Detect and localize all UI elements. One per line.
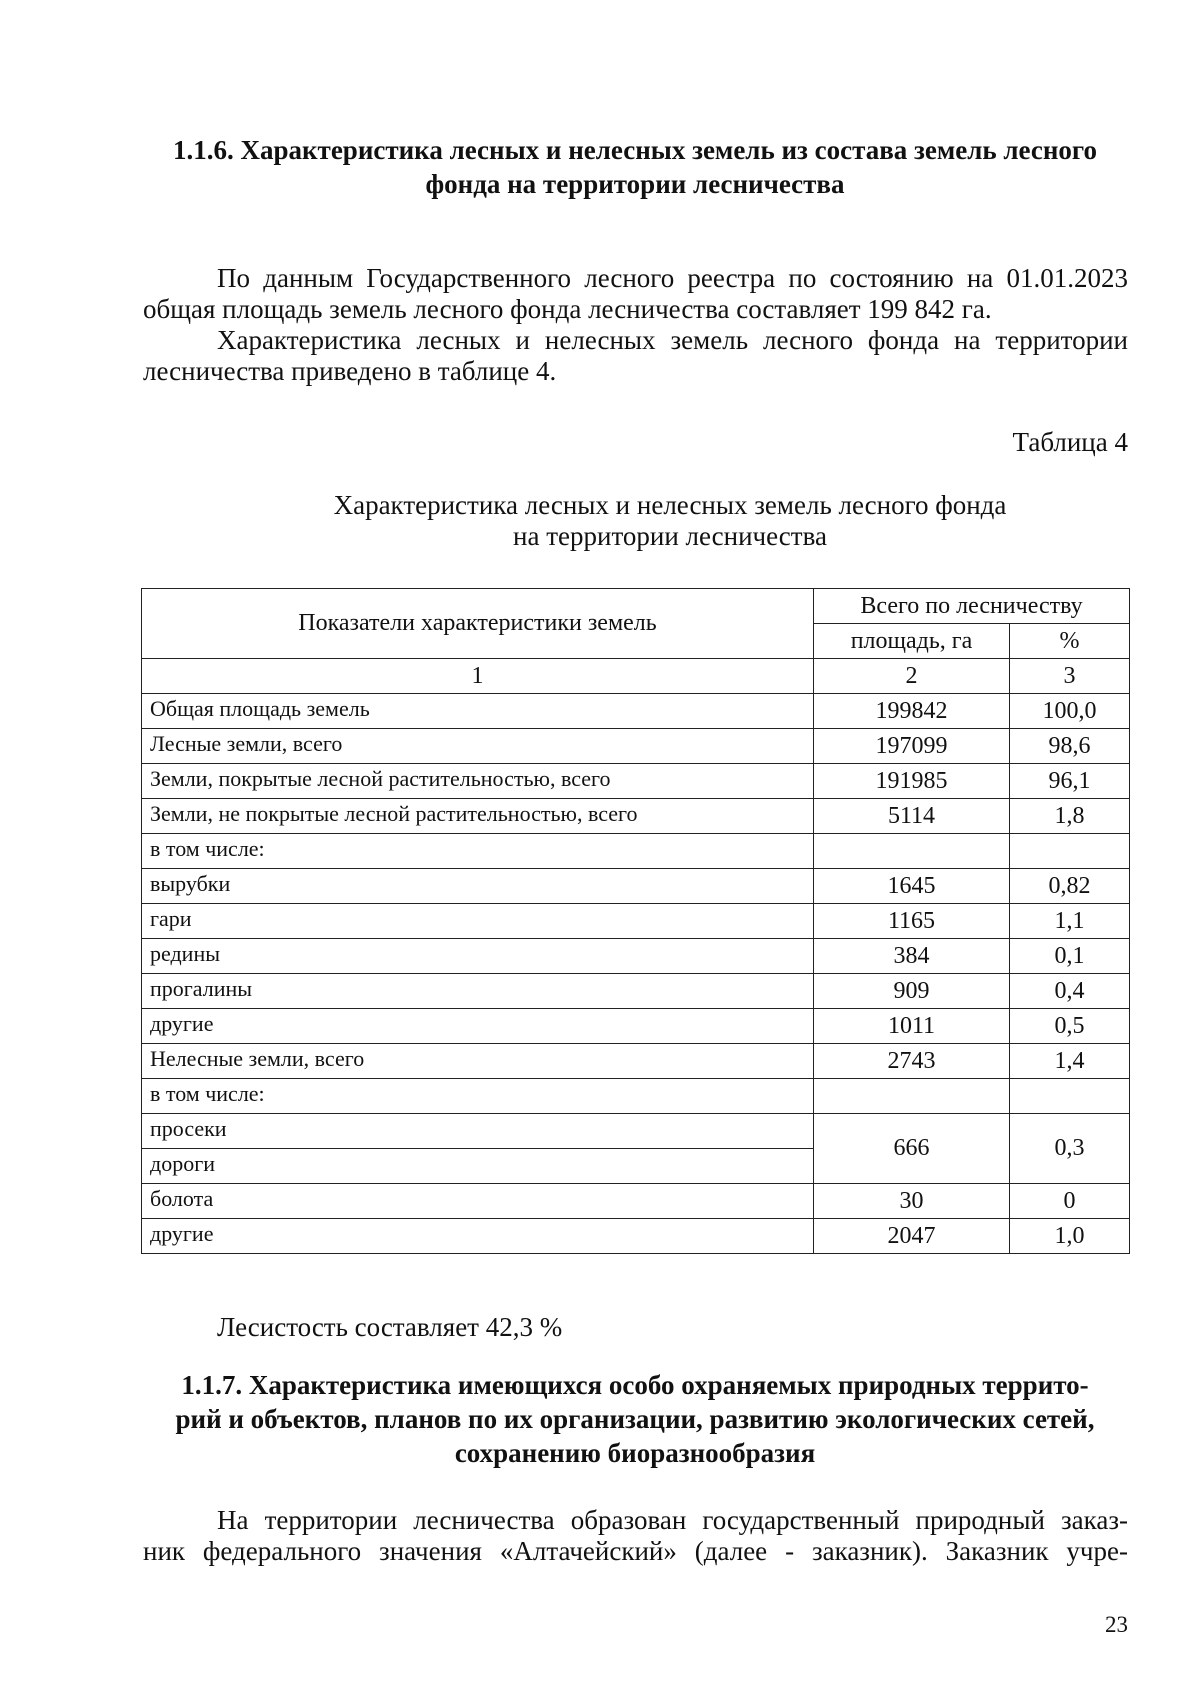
header-group: Всего по лесничеству xyxy=(814,589,1130,624)
forest-cover-text: Лесистость составляет 42,3 % xyxy=(217,1312,563,1342)
row-percent: 0,4 xyxy=(1010,974,1130,1009)
text-line: Характеристика лесных и нелесных земель лесного фонда на территории xyxy=(217,325,1128,355)
table-body xyxy=(142,694,1130,1254)
header-indicator: Показатели характеристики земель xyxy=(142,589,814,659)
row-percent: 1,8 xyxy=(1010,799,1130,834)
heading-line: сохранению биоразнообразия xyxy=(454,1438,816,1468)
row-area: 666 xyxy=(814,1114,1010,1184)
text-line: ник федерального значения «Алтачейский» (далее - заказник). Заказник учре- xyxy=(143,1536,1128,1566)
page-number: 23 xyxy=(1105,1612,1128,1637)
table-row xyxy=(142,1079,1130,1114)
row-area: 197099 xyxy=(814,729,1010,764)
header-area: площадь, га xyxy=(814,624,1010,659)
row-percent: 98,6 xyxy=(1010,729,1130,764)
table-row xyxy=(142,939,1130,974)
row-label: болота xyxy=(142,1184,814,1219)
row-area: 2047 xyxy=(814,1219,1010,1254)
text-line: По данным Государственного лесного реестра по состоянию на 01.01.2023 xyxy=(217,263,1128,293)
row-label: гари xyxy=(142,904,814,939)
column-number: 2 xyxy=(814,659,1010,694)
row-percent: 1,0 xyxy=(1010,1219,1130,1254)
row-percent: 100,0 xyxy=(1010,694,1130,729)
reserve-paragraph xyxy=(143,1505,1128,1567)
section-heading-1-1-6 xyxy=(140,133,1130,201)
row-label: Земли, покрытые лесной растительностью, всего xyxy=(142,764,814,799)
table-row xyxy=(142,869,1130,904)
column-number: 1 xyxy=(142,659,814,694)
row-percent: 96,1 xyxy=(1010,764,1130,799)
section-heading-1-1-7 xyxy=(140,1368,1130,1470)
table-row xyxy=(142,729,1130,764)
table-caption xyxy=(240,490,1100,552)
land-characteristics-table xyxy=(141,588,1130,1254)
row-percent: 0,82 xyxy=(1010,869,1130,904)
row-percent: 0,3 xyxy=(1010,1114,1130,1184)
caption-line: Характеристика лесных и нелесных земель лесного фонда xyxy=(333,490,1007,520)
row-area: 5114 xyxy=(814,799,1010,834)
row-area: 1165 xyxy=(814,904,1010,939)
table-row xyxy=(142,1009,1130,1044)
row-percent: 0 xyxy=(1010,1184,1130,1219)
text-line: На территории лесничества образован государственный природный заказ- xyxy=(217,1505,1128,1535)
row-percent xyxy=(1010,1079,1130,1114)
text-line: лесничества приведено в таблице 4. xyxy=(143,356,557,386)
caption-line: на территории лесничества xyxy=(513,521,827,551)
table-row xyxy=(142,904,1130,939)
table-row xyxy=(142,764,1130,799)
row-label: прогалины xyxy=(142,974,814,1009)
table-row xyxy=(142,1184,1130,1219)
row-label: другие xyxy=(142,1219,814,1254)
intro-paragraph xyxy=(143,263,1128,387)
row-label: в том числе: xyxy=(142,834,814,869)
row-label: Лесные земли, всего xyxy=(142,729,814,764)
row-label: Нелесные земли, всего xyxy=(142,1044,814,1079)
row-percent: 1,4 xyxy=(1010,1044,1130,1079)
heading-line: фонда на территории лесничества xyxy=(425,169,845,199)
row-area: 2743 xyxy=(814,1044,1010,1079)
row-label: в том числе: xyxy=(142,1079,814,1114)
heading-line: 1.1.7. Характеристика имеющихся особо охраняемых природных террито- xyxy=(181,1370,1089,1400)
row-label: Земли, не покрытые лесной растительностью, всего xyxy=(142,799,814,834)
row-percent: 1,1 xyxy=(1010,904,1130,939)
row-area xyxy=(814,1079,1010,1114)
row-area: 30 xyxy=(814,1184,1010,1219)
row-area: 1645 xyxy=(814,869,1010,904)
table-row xyxy=(142,834,1130,869)
column-number-row xyxy=(142,659,1130,694)
table-row xyxy=(142,1219,1130,1254)
row-percent: 0,1 xyxy=(1010,939,1130,974)
row-label: редины xyxy=(142,939,814,974)
table-row xyxy=(142,694,1130,729)
row-area xyxy=(814,834,1010,869)
table-row xyxy=(142,799,1130,834)
row-label: вырубки xyxy=(142,869,814,904)
row-percent: 0,5 xyxy=(1010,1009,1130,1044)
row-area: 191985 xyxy=(814,764,1010,799)
row-label: Общая площадь земель xyxy=(142,694,814,729)
row-area: 1011 xyxy=(814,1009,1010,1044)
row-percent xyxy=(1010,834,1130,869)
table-row xyxy=(142,974,1130,1009)
row-area: 384 xyxy=(814,939,1010,974)
row-area: 909 xyxy=(814,974,1010,1009)
table-label: Таблица 4 xyxy=(1012,427,1128,457)
heading-line: рий и объектов, планов по их организации, развитию экологических сетей, xyxy=(175,1404,1095,1434)
table-row xyxy=(142,1114,1130,1149)
row-label: просеки xyxy=(142,1114,814,1149)
header-percent: % xyxy=(1010,624,1130,659)
row-area: 199842 xyxy=(814,694,1010,729)
text-line: общая площадь земель лесного фонда лесничества составляет 199 842 га. xyxy=(143,294,992,324)
row-label: другие xyxy=(142,1009,814,1044)
column-number: 3 xyxy=(1010,659,1130,694)
table-row xyxy=(142,1044,1130,1079)
row-label: дороги xyxy=(142,1149,814,1184)
heading-line: 1.1.6. Характеристика лесных и нелесных земель из состава земель лесного xyxy=(172,135,1097,165)
table-header-row xyxy=(142,589,1130,624)
